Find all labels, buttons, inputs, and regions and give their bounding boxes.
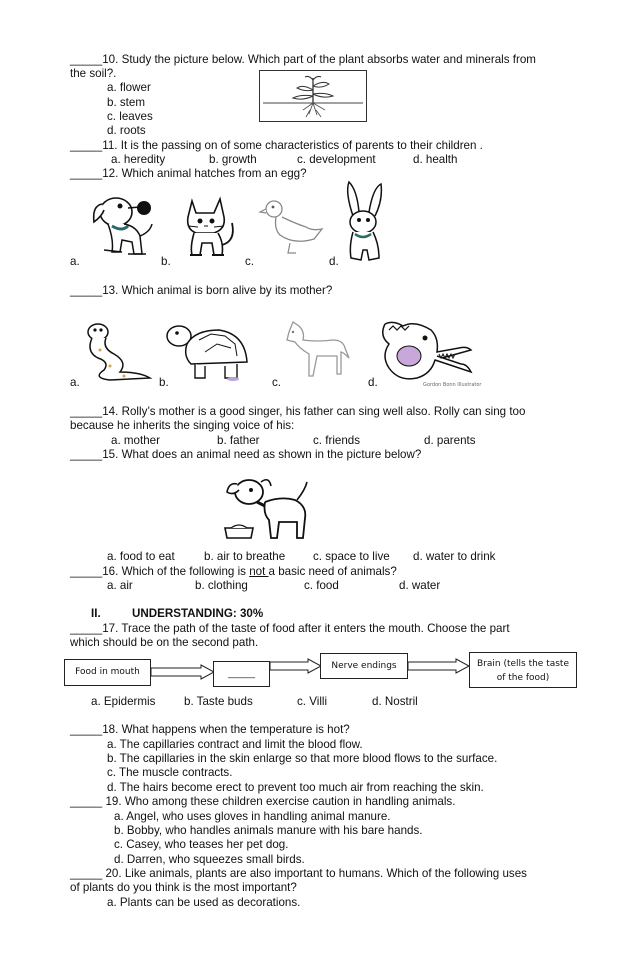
q12-stem: [70, 167, 307, 181]
q13-letter-d: d.: [368, 376, 378, 389]
q16-text-after: a basic need of animals?: [268, 565, 397, 578]
q19-option-b: b. Bobby, who handles animals manure with his bare hands.: [114, 824, 423, 837]
q16-option-c: c. food: [304, 579, 339, 592]
q16-text-underlined: not: [249, 565, 269, 578]
q10-option-a: a. flower: [107, 81, 151, 94]
section-2-title: UNDERSTANDING: 30%: [132, 607, 264, 620]
q17-number: _____17.: [70, 622, 119, 635]
q14-stem: [70, 405, 525, 419]
q11-option-a: a. heredity: [111, 153, 166, 166]
flow-box-nerve-endings: Nerve endings: [320, 653, 408, 679]
q11-option-d: d. health: [413, 153, 458, 166]
q14-stem-cont: because he inherits the singing voice of his:: [70, 419, 295, 432]
q19-text: Who among these children exercise caution in handling animals.: [124, 795, 456, 808]
q19-option-d: d. Darren, who squeezes small birds.: [114, 853, 305, 866]
flow-box-food-in-mouth: Food in mouth: [64, 659, 151, 686]
crocodile-picture: [375, 316, 482, 388]
q10-option-c: c. leaves: [107, 110, 153, 123]
dog-picture: [88, 186, 158, 260]
q19-stem: [70, 795, 455, 809]
q14-option-d: d. parents: [424, 434, 476, 447]
q13-stem: [70, 284, 332, 298]
q12-letter-b: b.: [161, 255, 171, 268]
q16-number: _____16.: [70, 565, 119, 578]
q20-option-a: a. Plants can be used as decorations.: [107, 896, 301, 909]
dog-eating-picture: [221, 472, 313, 544]
q19-option-c: c. Casey, who teases her pet dog.: [114, 838, 289, 851]
q12-letter-a: a.: [70, 255, 80, 268]
q16-option-a: a. air: [107, 579, 133, 592]
q14-text: Rolly’s mother is a good singer, his father can sing well also. Rolly can sing too: [121, 405, 526, 418]
q14-option-a: a. mother: [111, 434, 160, 447]
q10-option-b: b. stem: [107, 96, 146, 109]
q14-option-c: c. friends: [313, 434, 361, 447]
q12-letter-c: c.: [245, 255, 255, 268]
q11-number: _____11.: [70, 139, 118, 152]
q19-option-a: a. Angel, who uses gloves in handling animal manure.: [114, 810, 391, 823]
q11-option-b: b. growth: [209, 153, 257, 166]
flow-arrow-2: [270, 659, 322, 673]
turtle-picture: [165, 322, 251, 386]
rabbit-picture: [339, 180, 389, 266]
q16-stem: [70, 565, 397, 579]
flow-arrow-3: [408, 659, 470, 673]
q17-text: Trace the path of the taste of food after it enters the mouth. Choose the part: [121, 622, 510, 635]
q18-option-c: c. The muscle contracts.: [107, 766, 233, 779]
q14-option-b: b. father: [217, 434, 260, 447]
flow-box-brain-line2: of the food): [496, 673, 550, 683]
q11-stem: [70, 139, 483, 153]
q11-option-c: c. development: [297, 153, 376, 166]
q11-text: It is the passing on of some characteristics of parents to their children .: [120, 139, 483, 152]
q19-number: _____ 19.: [70, 795, 122, 808]
q10-text: Study the picture below. Which part of the plant absorbs water and minerals from: [121, 53, 536, 66]
q20-text: 20. Like animals, plants are also important to humans. Which of the following uses: [105, 867, 527, 880]
q10-number: _____10.: [70, 53, 119, 66]
q17-stem: [70, 622, 510, 636]
q15-option-c: c. space to live: [313, 550, 390, 563]
q17-option-d: d. Nostril: [372, 695, 418, 708]
q18-stem: [70, 723, 350, 737]
q17-option-b: b. Taste buds: [184, 695, 253, 708]
flow-box-brain-line1: Brain (tells the taste: [476, 659, 569, 669]
snake-picture: [80, 322, 154, 384]
q20-number: _____: [70, 867, 103, 880]
q17-stem-cont: which should be on the second path.: [70, 636, 259, 649]
q15-stem: [70, 448, 421, 462]
q18-number: _____18.: [70, 723, 119, 736]
cat-picture: [178, 193, 240, 261]
q15-option-d: d. water to drink: [413, 550, 496, 563]
section-2-numeral: II.: [91, 607, 101, 620]
q15-text: What does an animal need as shown in the picture below?: [121, 448, 422, 461]
q15-number: _____15.: [70, 448, 119, 461]
flow-box-brain: [469, 652, 577, 688]
flow-arrow-1: [151, 665, 215, 679]
q20-stem-cont: of plants do you think is the most important?: [70, 881, 297, 894]
q14-number: _____14.: [70, 405, 119, 418]
q16-text-before: Which of the following is: [121, 565, 250, 578]
q18-option-b: b. The capillaries in the skin enlarge so that more blood flows to the surface.: [107, 752, 498, 765]
q10-option-d: d. roots: [107, 124, 146, 137]
q18-option-d: d. The hairs become erect to prevent too much air from reaching the skin.: [107, 781, 484, 794]
q12-text: Which animal hatches from an egg?: [121, 167, 307, 180]
q13-number: _____13.: [70, 284, 119, 297]
q20-stem: [70, 867, 527, 881]
q10-stem-cont: the soil?.: [70, 67, 117, 80]
q12-letter-d: d.: [329, 255, 339, 268]
q15-option-b: b. air to breathe: [204, 550, 286, 563]
duck-picture: [260, 193, 326, 259]
plant-picture: [259, 70, 367, 122]
q18-text: What happens when the temperature is hot?: [121, 723, 350, 736]
q15-option-a: a. food to eat: [107, 550, 175, 563]
q10-stem: [70, 53, 536, 67]
q13-text: Which animal is born alive by its mother?: [121, 284, 333, 297]
q17-option-a: a. Epidermis: [91, 695, 156, 708]
crocodile-credit: Gordon Bonn Illustrator: [423, 382, 482, 388]
q13-letter-c: c.: [272, 376, 282, 389]
horse-picture: [283, 318, 353, 380]
q13-letter-a: a.: [70, 376, 80, 389]
q16-option-b: b. clothing: [195, 579, 248, 592]
q16-option-d: d. water: [399, 579, 441, 592]
q12-number: _____12.: [70, 167, 119, 180]
flow-box-blank: ______: [213, 661, 270, 687]
q13-letter-b: b.: [159, 376, 169, 389]
q18-option-a: a. The capillaries contract and limit the blood flow.: [107, 738, 363, 751]
q17-option-c: c. Villi: [297, 695, 328, 708]
